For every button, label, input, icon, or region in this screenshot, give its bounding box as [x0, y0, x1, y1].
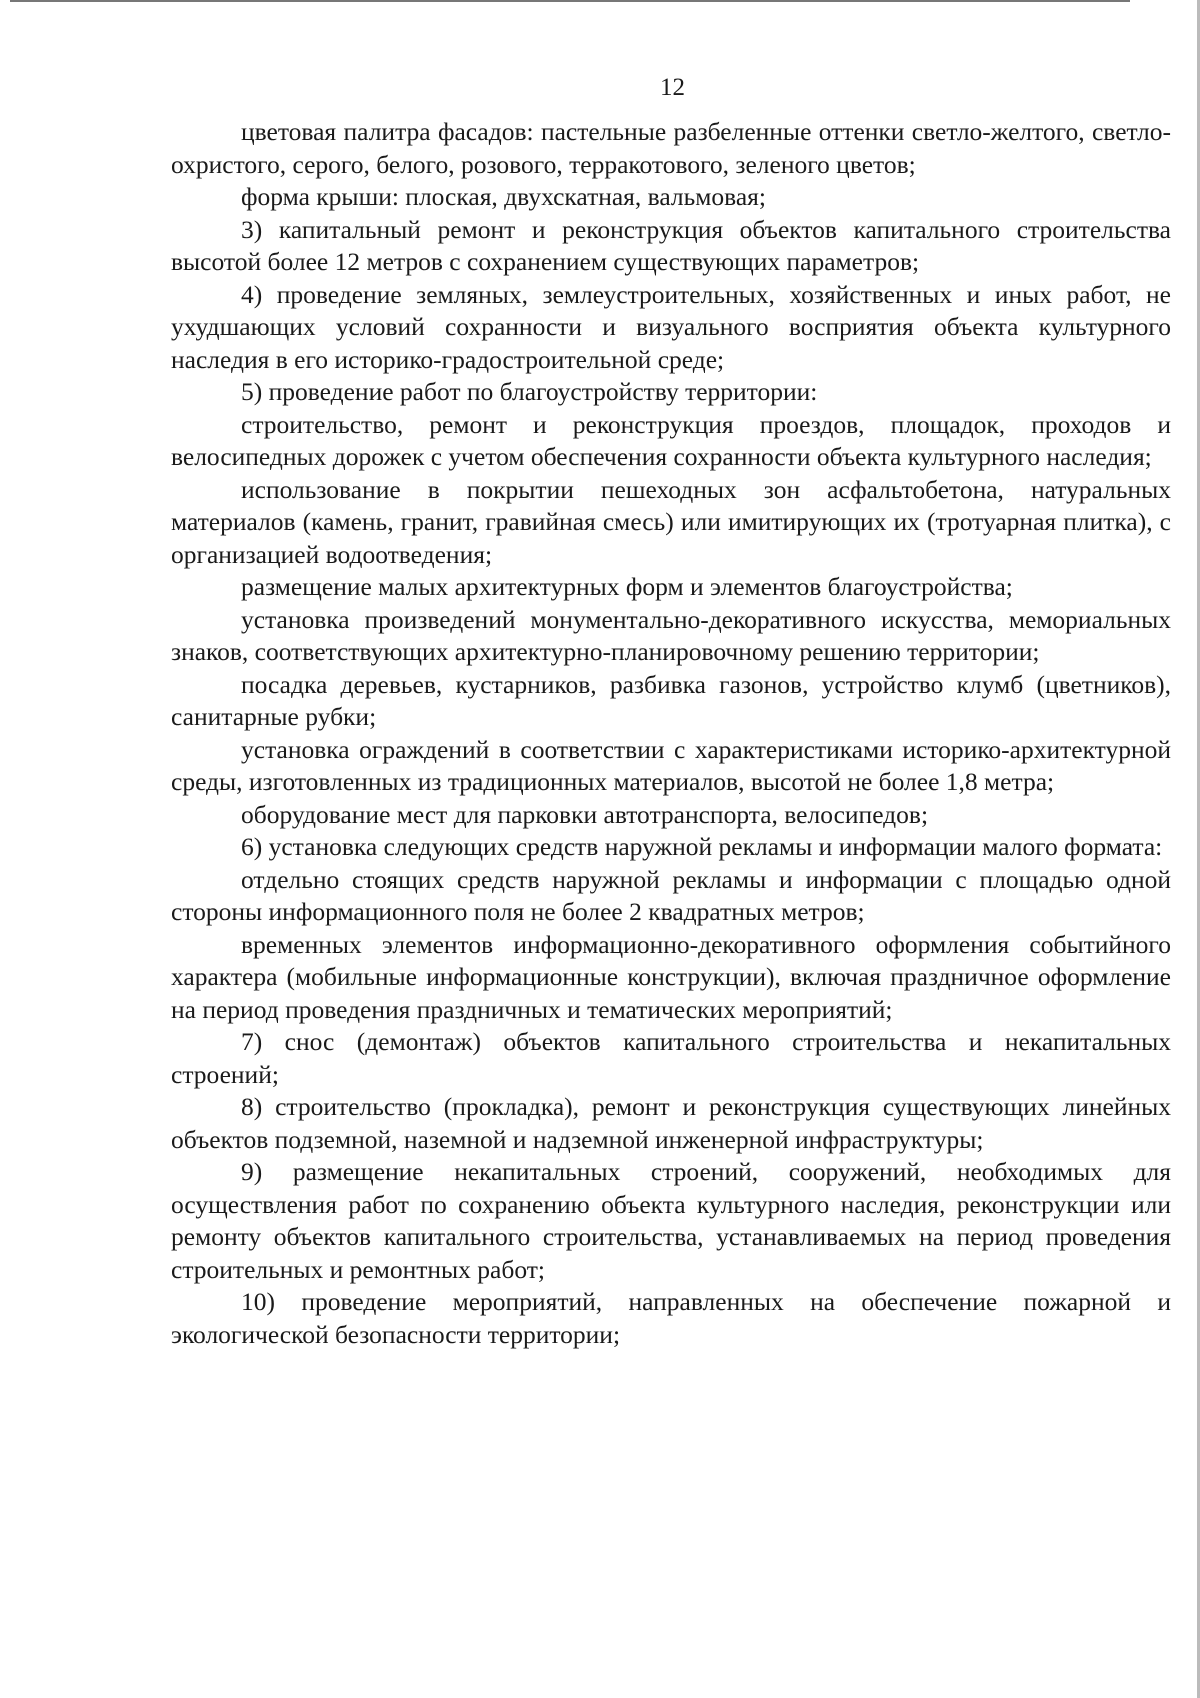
paragraph: цветовая палитра фасадов: пастельные разбеленные оттенки светло-желтого, светло-охристого, серого, белого, розового, терракотового, зеленого цветов;: [171, 117, 1171, 179]
paragraph: 8) строительство (прокладка), ремонт и реконструкция существующих линейных объектов подземной, наземной и надземной инженерной инфраструктуры;: [171, 1092, 1171, 1154]
paragraph: 10) проведение мероприятий, направленных на обеспечение пожарной и экологической безопасности территории;: [171, 1287, 1171, 1349]
paragraph: строительство, ремонт и реконструкция проездов, площадок, проходов и велосипедных дорожек с учетом обеспечения сохранности объекта культурного наследия;: [171, 409, 1171, 471]
paragraph: установка произведений монументально-декоративного искусства, мемориальных знаков, соответствующих архитектурно-планировочному решению территории;: [171, 604, 1171, 666]
document-body: [171, 116, 1171, 1351]
paragraph: отдельно стоящих средств наружной рекламы и информации с площадью одной стороны информационного поля не более 2 квадратных метров;: [171, 864, 1171, 926]
paragraph: 5) проведение работ по благоустройству территории:: [241, 377, 818, 406]
paragraph: оборудование мест для парковки автотранспорта, велосипедов;: [241, 799, 929, 829]
paragraph: 7) снос (демонтаж) объектов капитального строительства и некапитальных строений;: [171, 1027, 1171, 1089]
paragraph: 9) размещение некапитальных строений, сооружений, необходимых для осуществления работ по сохранению объекта культурного наследия, реконструкции или ремонту объектов капитального строительства, устанавливаемых на период проведения строительных и ремонтных работ;: [171, 1157, 1171, 1284]
paragraph: посадка деревьев, кустарников, разбивка газонов, устройство клумб (цветников), санитарные рубки;: [171, 669, 1171, 731]
paragraph: 6) установка следующих средств наружной рекламы и информации малого формата:: [241, 832, 1163, 861]
paragraph: временных элементов информационно-декоративного оформления событийного характера (мобильные информационные конструкции), включая праздничное оформление на период проведения праздничных и тематических мероприятий;: [171, 929, 1171, 1024]
paragraph: использование в покрытии пешеходных зон асфальтобетона, натуральных материалов (камень, гранит, гравийная смесь) или имитирующих их (тротуарная плитка), с организацией водоотведения;: [171, 474, 1171, 569]
paragraph: форма крыши: плоская, двухскатная, вальмовая;: [241, 182, 766, 211]
page-number: 12: [660, 74, 685, 101]
scan-edge-top: [10, 0, 1130, 2]
paragraph: 3) капитальный ремонт и реконструкция объектов капитального строительства высотой более 12 метров с сохранением существующих параметров;: [171, 214, 1171, 276]
paragraph: размещение малых архитектурных форм и элементов благоустройства;: [241, 572, 1013, 601]
paragraph: установка ограждений в соответствии с характеристиками историко-архитектурной среды, изготовленных из традиционных материалов, высотой не более 1,8 метра;: [171, 734, 1171, 796]
paragraph: 4) проведение земляных, землеустроительных, хозяйственных и иных работ, не ухудшающих условий сохранности и визуального восприятия объекта культурного наследия в его историко-градостроительной среде;: [171, 279, 1171, 374]
